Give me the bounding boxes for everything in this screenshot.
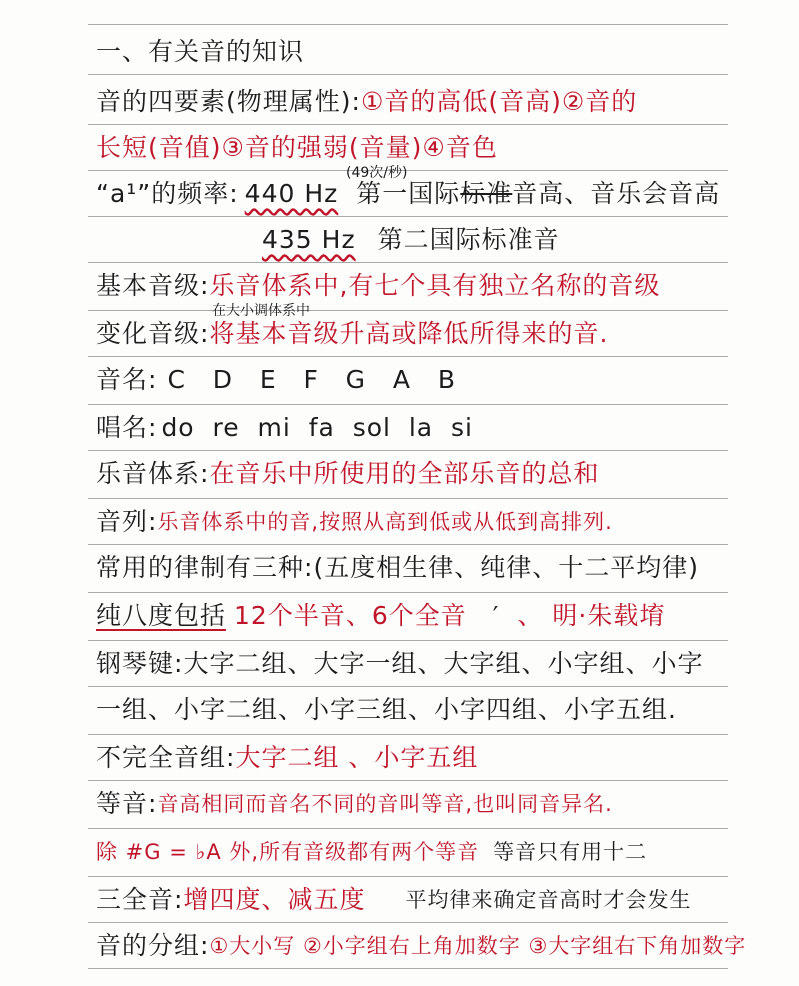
ruled-line bbox=[88, 216, 728, 217]
row-label: 音的分组: bbox=[96, 931, 210, 960]
row-text: 12个半音、6个全音 bbox=[234, 601, 467, 630]
note-row-enharmonic bbox=[96, 782, 613, 826]
row-text: 在音乐中所使用的全部乐音的总和 bbox=[209, 459, 600, 488]
row-text: ①大小写 ②小字组右上角加数字 ③大字组右下角加数字 bbox=[209, 934, 747, 958]
row-values: do re mi fa sol la si bbox=[161, 413, 473, 442]
note-row-second-standard bbox=[262, 218, 560, 262]
row-label: 等音: bbox=[96, 789, 158, 818]
row-extra: 等音只有用十二 bbox=[493, 840, 648, 864]
note-row-pitch-groups bbox=[96, 924, 746, 968]
row-text: 乐音体系中,有七个具有独立名称的音级 bbox=[209, 271, 661, 300]
row-text: 大字二组 、小字五组 bbox=[235, 743, 479, 772]
row-extra: 、 明·朱载堉 bbox=[517, 601, 666, 630]
note-row-enharmonic-cont bbox=[96, 830, 647, 874]
row-label: 三全音: bbox=[96, 885, 184, 914]
row-text: 长短(音值)③音的强弱(音量)④音色 bbox=[96, 133, 498, 162]
note-row-piano-keys-cont bbox=[96, 688, 677, 732]
frequency-435: 435 Hz bbox=[262, 225, 356, 254]
row-text: 音高相同而音名不同的音叫等音,也叫同音异名. bbox=[157, 792, 613, 816]
note-row-four-elements bbox=[96, 80, 637, 124]
row-label: 不完全音组: bbox=[96, 743, 236, 772]
ruled-line bbox=[88, 498, 728, 499]
row-text: 除 #G = ♭A 外,所有音级都有两个等音 bbox=[96, 840, 480, 864]
note-row-incomplete-groups bbox=[96, 736, 478, 780]
row-text: 大字二组、大字一组、大字组、小字组、小字 bbox=[183, 649, 704, 678]
row-extra: 平均律来确定音高时才会发生 bbox=[405, 888, 692, 912]
ruled-line bbox=[88, 262, 728, 263]
row-label: 唱名: bbox=[96, 413, 158, 442]
row-label: “a¹”的频率: bbox=[96, 179, 239, 208]
row-label: 基本音级: bbox=[96, 271, 210, 300]
ruled-line bbox=[88, 404, 728, 405]
struck-text: 标准 bbox=[460, 179, 513, 208]
row-text: 将基本音级升高或降低所得来的音. bbox=[209, 319, 609, 348]
ruled-line bbox=[88, 450, 728, 451]
ruled-line bbox=[88, 640, 728, 641]
heading-text: 一、有关音的知识 bbox=[96, 37, 305, 66]
row-text: 一组、小字二组、小字三组、小字四组、小字五组. bbox=[96, 695, 677, 724]
ruled-line bbox=[88, 124, 728, 125]
note-row-basic-degree bbox=[96, 264, 660, 308]
frequency-440: 440 Hz bbox=[244, 179, 339, 208]
ruled-line bbox=[88, 686, 728, 687]
ruled-line bbox=[88, 734, 728, 735]
note-row-tone-system bbox=[96, 452, 599, 496]
ruled-line bbox=[88, 170, 728, 171]
row-label: 常用的律制有三种: bbox=[96, 553, 314, 582]
page-title bbox=[96, 30, 304, 74]
ruled-line bbox=[88, 780, 728, 781]
note-row-frequency bbox=[96, 172, 720, 216]
frequency-annotation: (49次/秒) bbox=[346, 165, 408, 181]
ruled-line bbox=[88, 922, 728, 923]
tick-mark: ′ bbox=[492, 601, 500, 630]
row-label: 音列: bbox=[96, 507, 158, 536]
row-text: 乐音体系中的音,按照从高到低或从低到高排列. bbox=[157, 510, 613, 534]
note-row-four-elements-cont bbox=[96, 126, 498, 170]
row-label: 音的四要素(物理属性): bbox=[96, 87, 361, 116]
row-text: 增四度、减五度 bbox=[183, 885, 366, 914]
row-text: ①音的高低(音高)②音的 bbox=[360, 87, 638, 116]
row-values: C D E F G A B bbox=[167, 365, 456, 394]
ruled-line bbox=[88, 828, 728, 829]
note-row-tone-series bbox=[96, 500, 613, 544]
note-row-solfege bbox=[96, 406, 473, 450]
ruled-line bbox=[88, 968, 728, 969]
note-row-altered-degree bbox=[96, 312, 608, 356]
note-row-octave bbox=[96, 594, 665, 638]
note-row-pitch-names bbox=[96, 358, 456, 402]
row-label: 音名: bbox=[96, 365, 158, 394]
row-label: 乐音体系: bbox=[96, 459, 210, 488]
row-label: 钢琴键: bbox=[96, 649, 184, 678]
row-text: (五度相生律、纯律、十二平均律) bbox=[313, 553, 699, 582]
ruled-line bbox=[88, 310, 728, 311]
note-row-piano-keys bbox=[96, 642, 703, 686]
row-label: 变化音级: bbox=[96, 319, 210, 348]
row-annotation: 在大小调体系中 bbox=[212, 303, 310, 319]
note-row-temperaments bbox=[96, 546, 699, 590]
ruled-line bbox=[88, 544, 728, 545]
ruled-line bbox=[88, 74, 728, 75]
ruled-line bbox=[88, 876, 728, 877]
row-text: 第一国际 bbox=[356, 179, 461, 208]
row-text: 音高、音乐会音高 bbox=[512, 179, 721, 208]
ruled-line bbox=[88, 24, 728, 25]
row-label: 纯八度包括 bbox=[96, 601, 227, 630]
note-row-tritone bbox=[96, 878, 691, 922]
ruled-line bbox=[88, 356, 728, 357]
ruled-line bbox=[88, 592, 728, 593]
row-text: 第二国际标准音 bbox=[377, 225, 560, 254]
